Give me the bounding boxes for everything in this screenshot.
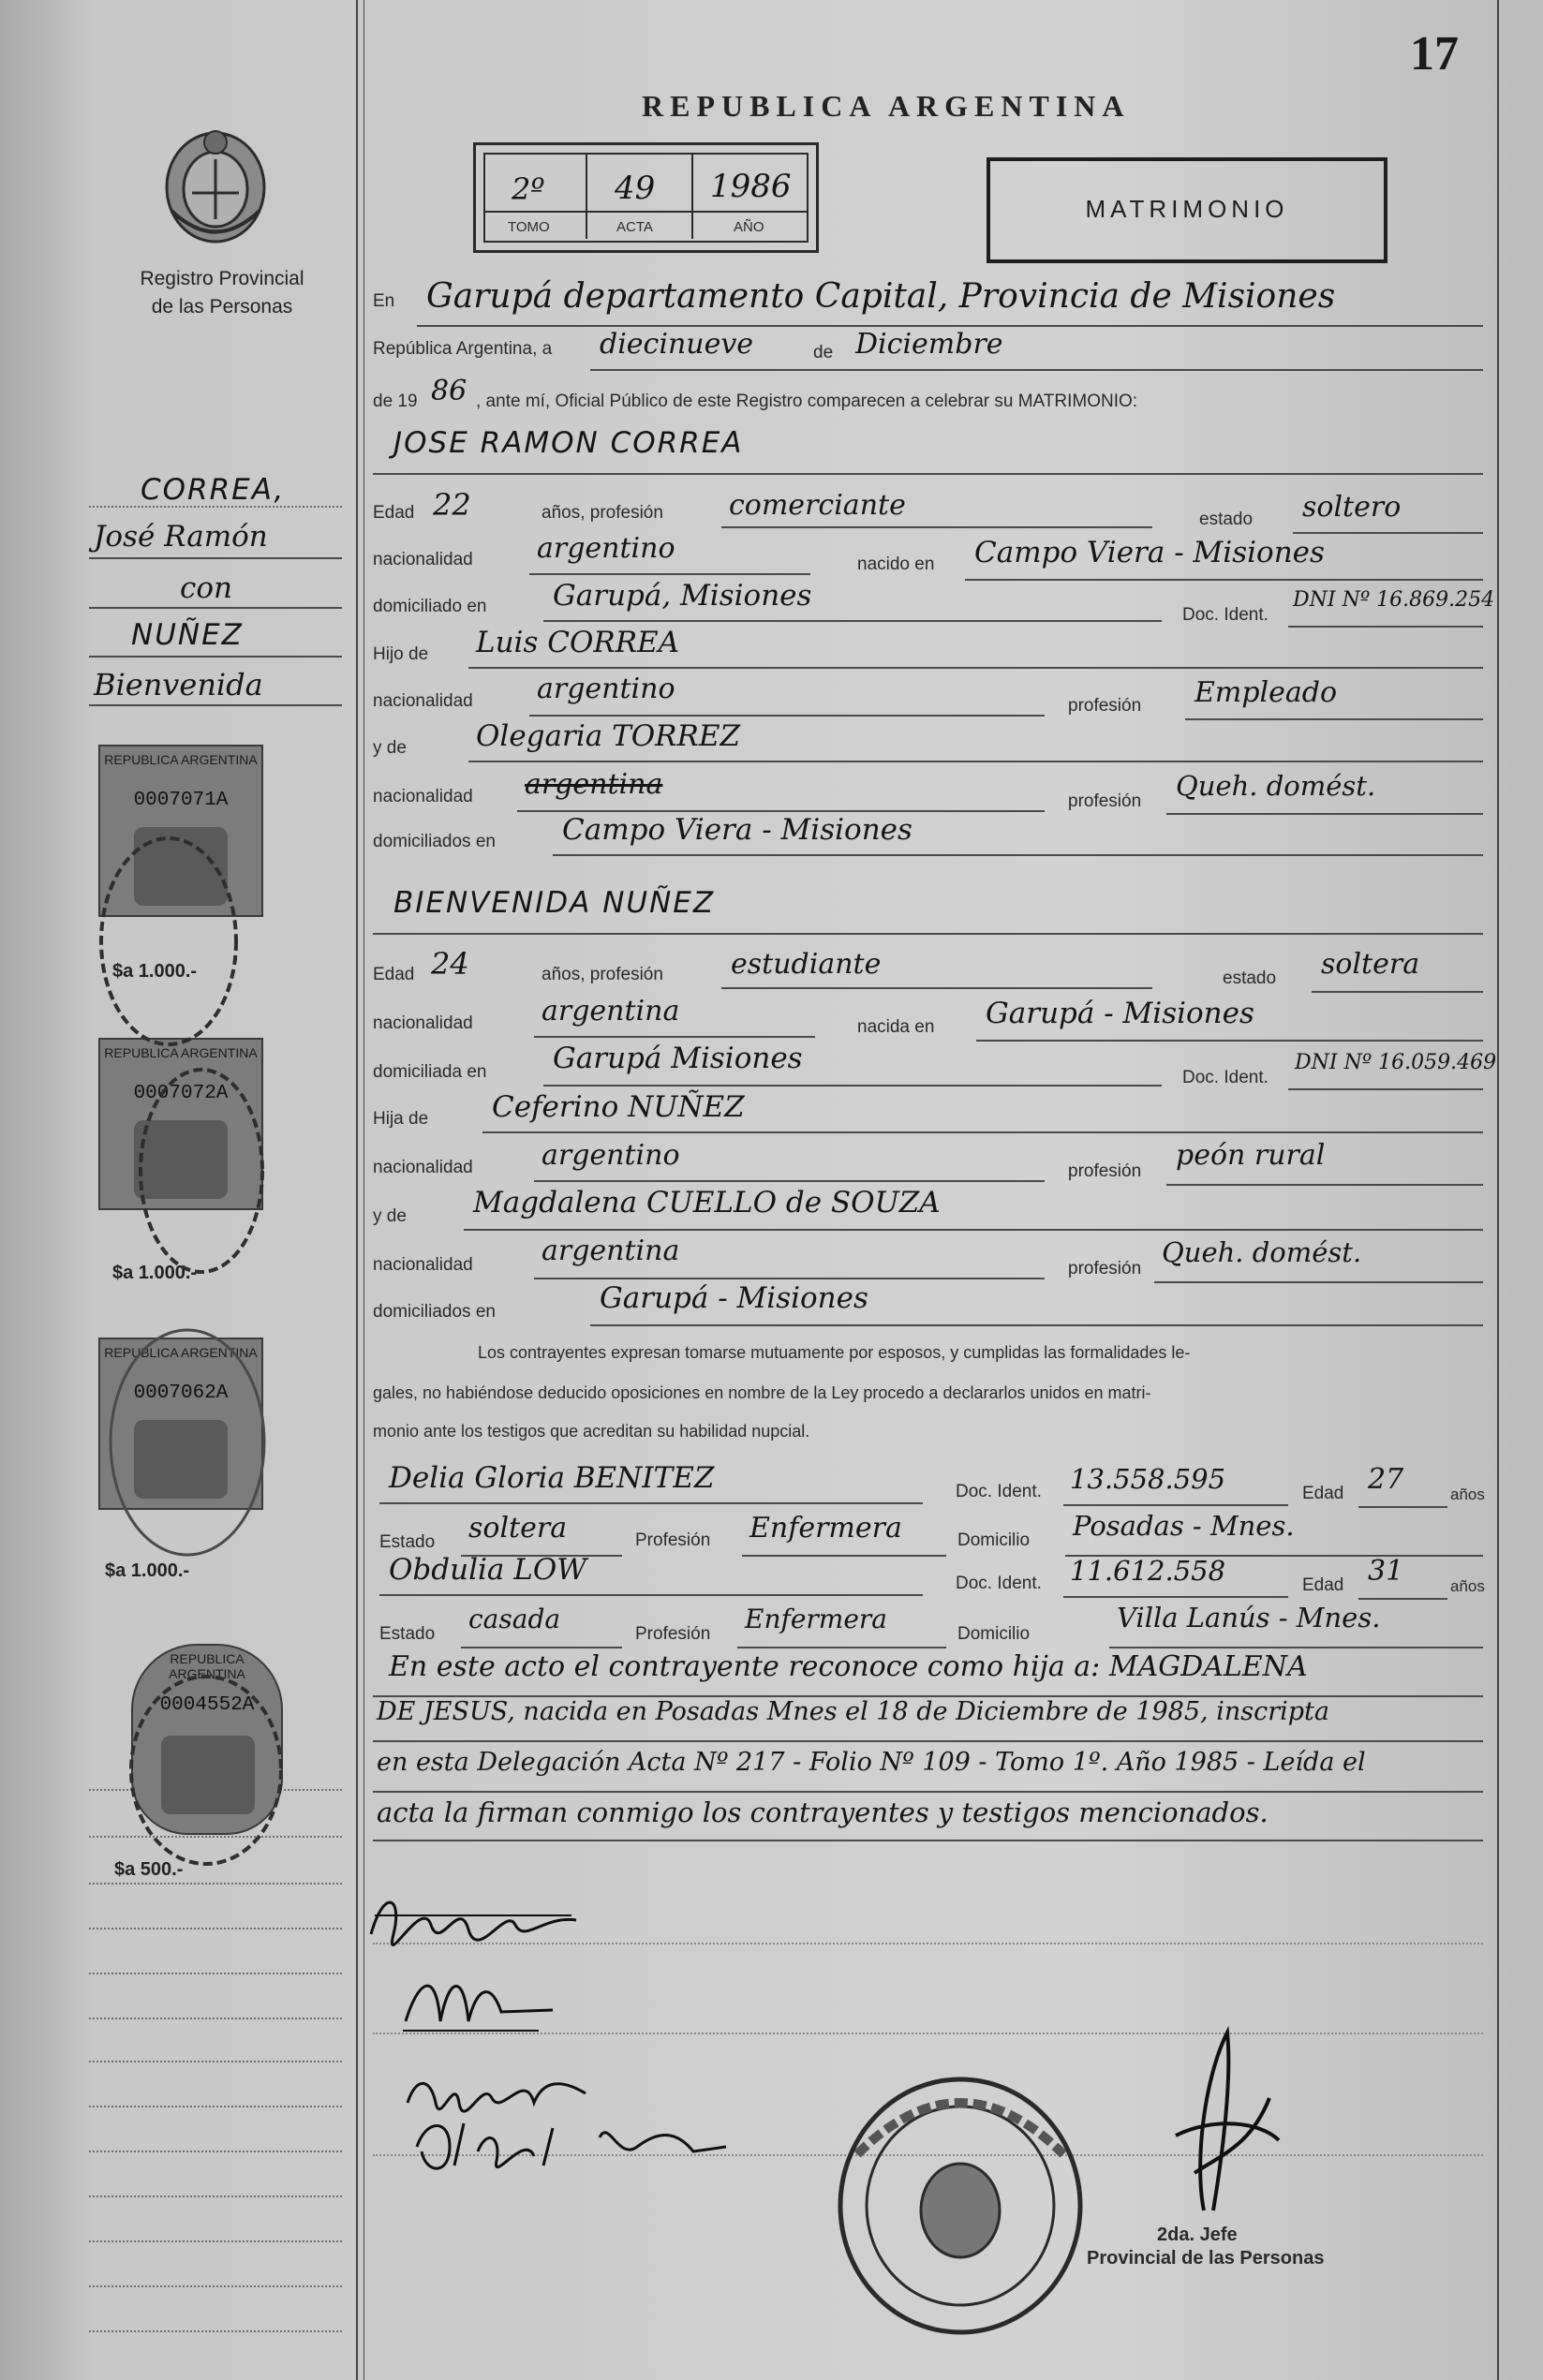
groom-edad-label: Edad (373, 503, 415, 523)
witness2-profession: Enfermera (745, 1604, 887, 1634)
declaration-line-2: gales, no habiéndose deducido oposiciones en nombre de la Ley procedo a declararlos unidos en matri- (373, 1383, 1151, 1402)
bride-father-nationality: argentino (542, 1139, 680, 1172)
official-stamp-line2: Provincial de las Personas (1087, 2248, 1325, 2269)
groom-mother-prof-label: profesión (1068, 791, 1142, 811)
groom-doc-label: Doc. Ident. (1182, 605, 1269, 625)
bride-parents-domicile: Garupá - Misiones (600, 1281, 868, 1315)
declaration-line-1: Los contrayentes expresan tomarse mutuamente por esposos, y cumplidas las formalidades le- (478, 1343, 1191, 1362)
witness1-doc: 13.558.595 (1070, 1463, 1226, 1495)
bride-doc-label: Doc. Ident. (1182, 1068, 1269, 1087)
bride-domicile: Garupá Misiones (553, 1042, 803, 1075)
stamp-4-number: 0004552A (159, 1694, 255, 1716)
bride-nacionalidad-label: nacionalidad (373, 1013, 473, 1033)
bride-hija-label: Hija de (373, 1109, 429, 1129)
bride-father: Ceferino NUÑEZ (492, 1090, 745, 1124)
de-label: de (813, 343, 834, 362)
bride-nationality: argentina (542, 995, 680, 1027)
acta-value: 49 (615, 170, 656, 207)
acta-label: ACTA (616, 219, 653, 235)
witness2-name: Obdulia LOW (389, 1553, 587, 1587)
bride-mother: Magdalena CUELLO de SOUZA (473, 1186, 941, 1220)
groom-hijo-label: Hijo de (373, 644, 429, 664)
note-line-2: DE JESUS, nacida en Posadas Mnes el 18 de Diciembre de 1985, inscripta (377, 1697, 1329, 1726)
stamp-3-number: 0007062A (133, 1382, 229, 1404)
witness1-profesion-label: Profesión (635, 1530, 711, 1550)
bride-nacida-label: nacida en (857, 1017, 935, 1037)
margin-note-line-5: Bienvenida (94, 667, 263, 702)
note-line-3: en esta Delegación Acta Nº 217 - Folio Nº 109 - Tomo 1º. Año 1985 - Leída el (377, 1748, 1366, 1777)
groom-doc: DNI Nº 16.869.254 (1293, 588, 1495, 612)
stamp-2-number: 0007072A (133, 1083, 229, 1104)
bride-edad-label: Edad (373, 965, 415, 984)
bride-birthplace: Garupá - Misiones (986, 997, 1254, 1030)
bride-father-prof-label: profesión (1068, 1161, 1142, 1181)
en-label: En (373, 291, 395, 311)
tomo-value: 2º (512, 171, 545, 207)
groom-profesion-label: años, profesión (542, 503, 663, 523)
groom-nationality: argentino (537, 532, 675, 565)
groom-age: 22 (433, 487, 471, 523)
groom-nacionalidad-label: nacionalidad (373, 550, 473, 569)
signature-official-icon (1138, 2023, 1288, 2220)
bride-mother-nac-label: nacionalidad (373, 1255, 473, 1275)
intro-text: , ante mí, Oficial Público de este Registro comparecen a celebrar su MATRIMONIO: (476, 392, 1138, 411)
witness1-doc-label: Doc. Ident. (956, 1482, 1042, 1501)
official-seal-icon (829, 2070, 1091, 2342)
groom-parents-domicile: Campo Viera - Misiones (562, 813, 912, 847)
groom-domiciliados-label: domiciliados en (373, 832, 496, 851)
right-rule (1497, 0, 1499, 2380)
witness1-profession: Enfermera (749, 1512, 902, 1545)
witness2-anos-label: años (1450, 1577, 1485, 1595)
registry-name-line1: Registro Provincial (140, 268, 304, 289)
record-type-box (987, 157, 1387, 263)
witness2-edad-label: Edad (1302, 1575, 1344, 1595)
record-type-label: MATRIMONIO (1085, 195, 1289, 223)
witness1-name: Delia Gloria BENITEZ (389, 1461, 715, 1495)
margin-note-line-3: con (180, 571, 232, 605)
margin-note-line-2: José Ramón (94, 520, 268, 554)
bride-profession: estudiante (731, 948, 882, 981)
witness2-doc: 11.612.558 (1070, 1555, 1226, 1587)
groom-nacido-label: nacido en (857, 554, 935, 574)
witness2-estado-label: Estado (379, 1624, 436, 1644)
note-line-4: acta la firman conmigo los contrayentes y testigos mencionados. (377, 1796, 1269, 1828)
stamp-3-value: $a 1.000.- (105, 1560, 190, 1581)
month-value: Diciembre (855, 328, 1003, 361)
ano-label: AÑO (734, 219, 764, 235)
bride-age: 24 (431, 946, 469, 982)
stamp-1-number: 0007071A (133, 790, 229, 811)
groom-birthplace: Campo Viera - Misiones (974, 536, 1325, 569)
groom-father-prof-label: profesión (1068, 696, 1142, 716)
place-of-marriage: Garupá departamento Capital, Provincia de Misiones (426, 277, 1336, 316)
witness2-civil-status: casada (468, 1604, 561, 1634)
bride-mother-nationality: argentina (542, 1234, 680, 1267)
groom-mother-nationality: argentina (525, 768, 663, 801)
page-number: 17 (1410, 27, 1459, 81)
margin-rule (356, 0, 358, 2380)
bride-mother-prof-label: profesión (1068, 1259, 1142, 1279)
witness2-doc-label: Doc. Ident. (956, 1574, 1042, 1593)
signature-bride-icon (398, 1956, 557, 2040)
groom-domicile: Garupá, Misiones (553, 579, 812, 613)
groom-father-nac-label: nacionalidad (373, 691, 473, 711)
year-suffix: 86 (431, 375, 467, 407)
stamp-3-header: REPUBLICA ARGENTINA (104, 1345, 258, 1360)
witness2-domicile: Villa Lanús - Mnes. (1117, 1602, 1381, 1633)
witness1-edad-label: Edad (1302, 1484, 1344, 1503)
bride-name: BIENVENIDA NUÑEZ (393, 886, 716, 920)
groom-name: JOSE RAMON CORREA (393, 426, 744, 460)
groom-mother-profession: Queh. domést. (1176, 770, 1376, 802)
stamp-4-header: REPUBLICA ARGENTINA (169, 1651, 245, 1681)
note-line-1: En este acto el contrayente reconoce como hija a: MAGDALENA (389, 1650, 1308, 1683)
witness1-anos-label: años (1450, 1486, 1485, 1503)
bride-estado-label: estado (1223, 968, 1277, 988)
groom-mother: Olegaria TORREZ (476, 719, 741, 753)
stamp-2-header: REPUBLICA ARGENTINA (104, 1045, 258, 1060)
bride-father-nac-label: nacionalidad (373, 1158, 473, 1177)
stamp-2-value: $a 1.000.- (112, 1263, 198, 1283)
bride-civil-status: soltera (1321, 948, 1420, 981)
groom-father-nationality: argentino (537, 673, 675, 705)
groom-mother-nac-label: nacionalidad (373, 787, 473, 806)
coat-of-arms-icon (155, 122, 276, 248)
day-value: diecinueve (600, 328, 754, 361)
witness1-estado-label: Estado (379, 1532, 436, 1552)
bride-father-profession: peón rural (1176, 1139, 1326, 1172)
groom-yde-label: y de (373, 738, 407, 758)
stamp-1-value: $a 1.000.- (112, 961, 198, 982)
groom-father: Luis CORREA (476, 626, 680, 659)
year-prefix: de 19 (373, 392, 418, 411)
witness1-age: 27 (1368, 1463, 1404, 1496)
groom-father-profession: Empleado (1194, 676, 1338, 709)
witness2-domicilio-label: Domicilio (957, 1624, 1031, 1644)
official-stamp-line1: 2da. Jefe (1157, 2225, 1238, 2245)
groom-domiciliado-label: domiciliado en (373, 597, 487, 616)
stamp-4-value: $a 500.- (114, 1859, 184, 1880)
bride-domiciliados-label: domiciliados en (373, 1302, 496, 1322)
bride-profesion-label: años, profesión (542, 965, 663, 984)
margin-note-line-1: CORREA, (141, 473, 286, 507)
stamp-1-header: REPUBLICA ARGENTINA (104, 752, 258, 767)
republica-label: República Argentina, a (373, 339, 553, 359)
groom-civil-status: soltero (1302, 491, 1402, 524)
bride-doc: DNI Nº 16.059.469 (1295, 1051, 1497, 1074)
cancellation-seal-icon (47, 834, 347, 1958)
groom-profession: comerciante (729, 489, 906, 522)
country-heading: REPUBLICA ARGENTINA (642, 89, 1131, 123)
margin-note-line-4: NUÑEZ (131, 618, 244, 652)
witness2-age: 31 (1368, 1555, 1404, 1588)
margin-rule-inner (363, 0, 364, 2380)
record-number-box (473, 142, 819, 253)
declaration-line-3: monio ante los testigos que acreditan su habilidad nupcial. (373, 1422, 810, 1441)
tomo-label: TOMO (508, 219, 550, 235)
bride-mother-profession: Queh. domést. (1162, 1236, 1362, 1268)
ano-value: 1986 (710, 168, 792, 205)
signature-witness2-icon (412, 2109, 731, 2180)
signature-groom-icon (365, 1878, 581, 1953)
bride-domiciliada-label: domiciliada en (373, 1062, 487, 1082)
witness1-domicilio-label: Domicilio (957, 1530, 1031, 1550)
witness1-civil-status: soltera (468, 1512, 568, 1545)
bride-yde-label: y de (373, 1206, 407, 1226)
witness2-profesion-label: Profesión (635, 1624, 711, 1644)
registry-name-line2: de las Personas (151, 296, 293, 318)
witness1-domicile: Posadas - Mnes. (1073, 1510, 1295, 1542)
groom-estado-label: estado (1199, 510, 1254, 529)
